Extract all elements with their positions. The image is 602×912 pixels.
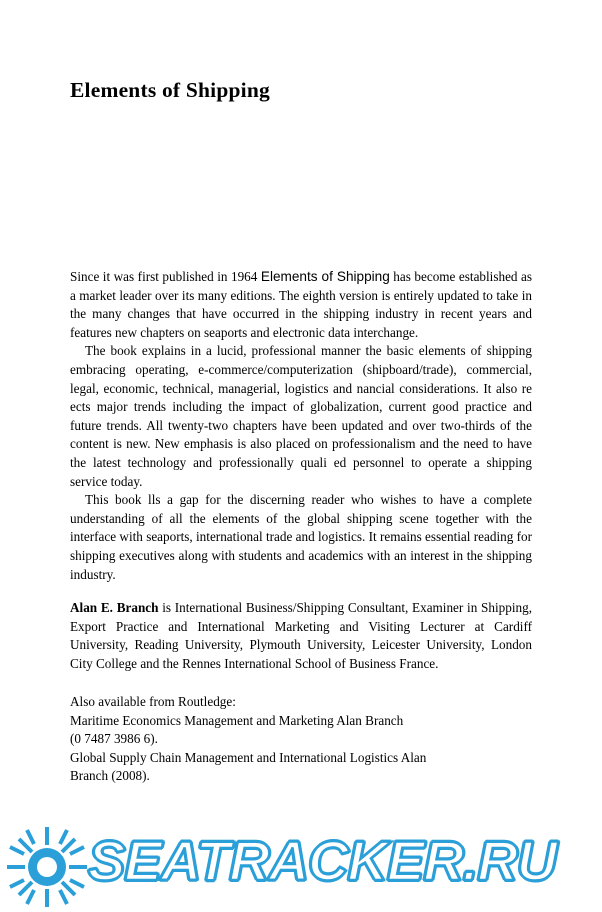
also-available-section (70, 693, 532, 786)
also-available-line-1: Maritime Economics Management and Marketing Alan Branch (70, 712, 404, 728)
also-available-line-2: (0 7487 3986 6). (70, 731, 158, 747)
paragraph-3 (70, 491, 532, 584)
watermark (0, 820, 602, 912)
also-available-line-4: Branch (2008). (70, 768, 150, 784)
paragraph-2 (70, 342, 532, 491)
page-title: Elements of Shipping (70, 78, 270, 102)
para4-run2: is International Business/Shipping Consultant, Examiner in Shipping, Export Practice and International Marketing and Visiting Lecturer at Cardiff University, Reading University, Plymouth University, Leicester University, London City College and the Rennes International School of Business France. (70, 600, 532, 671)
author-name: Alan E. Branch (70, 600, 159, 616)
also-available-line-3: Global Supply Chain Management and International Logistics Alan (70, 749, 427, 765)
paragraph-1 (70, 268, 532, 342)
para1-run1: Since it was first published in 1964 (70, 269, 261, 284)
para3-run1: This book lls a gap for the discerning reader who wishes to have a complete understanding of all the elements of the global shipping scene together with the interface with seaports, international trade and logistics. It remains essential reading for shipping executives along with students and academics with an interest in the shipping industry. (70, 492, 532, 582)
blurb-text (70, 268, 532, 673)
watermark-text: SEATRACKER.RU (88, 829, 557, 892)
para2-run1: The book explains in a lucid, professional manner the basic elements of shipping embracing operating, e-commerce/computerization (shipboard/trade), commercial, legal, economic, technical, managerial, logistics and nancial considerations. It also re ects major trends including the impact of globalization, current good practice and future trends. All twenty-two chapters have been updated and over two-thirds of the content is new. New emphasis is also placed on professionalism and the need to have the latest technology and professionally quali ed personnel to operate a shipping service today. (70, 343, 532, 489)
para1-book-title: Elements of Shipping (260, 269, 390, 284)
sun-burst-icon (6, 826, 88, 908)
also-available-heading: Also available from Routledge: (70, 694, 236, 709)
para1-run3: has become established as a market leader over its many editions. The eighth version is entirely updated to take in the many changes that have occurred in the shipping industry in recent years and features new chapters on seaports and electronic data interchange. (70, 269, 533, 340)
paragraph-4-author-bio (70, 599, 532, 673)
